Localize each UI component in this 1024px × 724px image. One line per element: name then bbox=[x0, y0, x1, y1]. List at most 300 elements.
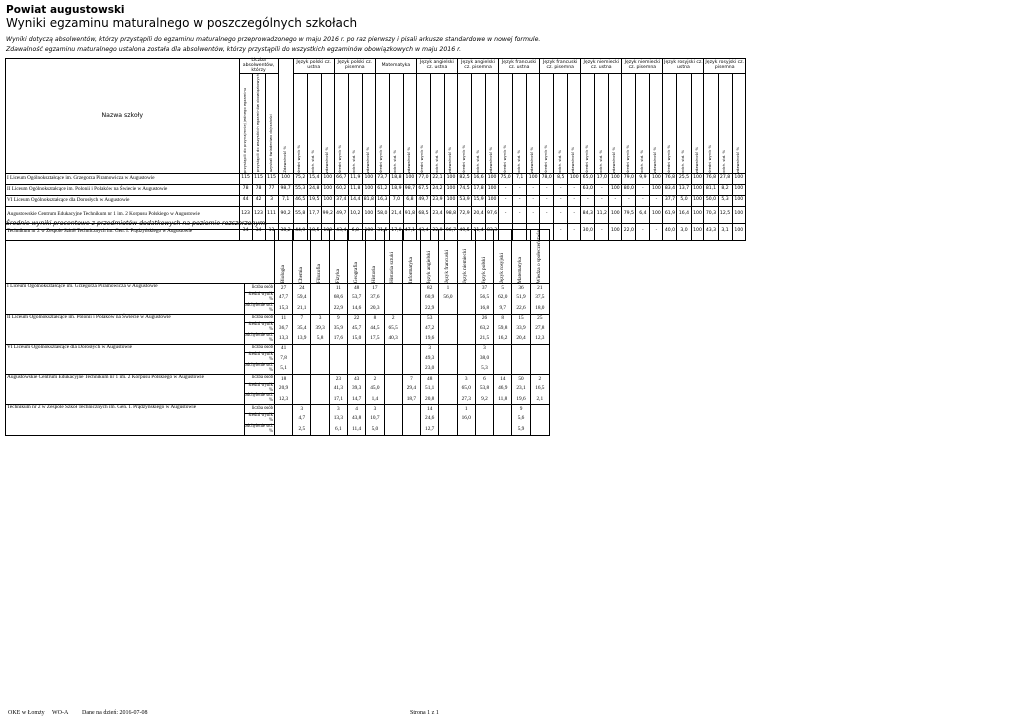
value-cell: 98,8 bbox=[445, 206, 458, 223]
value-cell bbox=[384, 383, 402, 394]
row-label: liczba osób bbox=[244, 284, 274, 293]
value-cell bbox=[311, 344, 329, 353]
row-label: liczba osób bbox=[244, 314, 274, 323]
value-cell: 63,0 bbox=[581, 184, 595, 195]
stat-subheader bbox=[581, 74, 595, 173]
value-cell bbox=[457, 323, 475, 334]
count-subheader bbox=[265, 74, 278, 173]
subject-header-label: Matematyka bbox=[517, 256, 524, 284]
value-cell: 100 bbox=[362, 206, 375, 223]
value-cell: 27,8 bbox=[530, 323, 549, 334]
value-cell: 15 bbox=[512, 314, 530, 323]
value-cell: 49,7 bbox=[334, 206, 348, 223]
value-cell: 36,7 bbox=[274, 323, 292, 334]
footer-page: Strona 1 z 1 bbox=[410, 710, 439, 716]
value-cell: 12,3 bbox=[530, 333, 549, 344]
value-cell: 24,8 bbox=[307, 184, 321, 195]
value-cell: 6,1 bbox=[329, 424, 347, 435]
value-cell bbox=[384, 424, 402, 435]
value-cell: 77,0 bbox=[416, 173, 430, 184]
value-cell: 11 bbox=[274, 314, 292, 323]
value-cell bbox=[311, 394, 329, 405]
value-cell: 3 bbox=[311, 314, 329, 323]
value-cell: 4,7 bbox=[293, 413, 311, 424]
stat-subheader-label: zdawalność % bbox=[735, 146, 740, 173]
value-cell: 51,9 bbox=[512, 292, 530, 303]
value-cell: 15,4 bbox=[307, 173, 321, 184]
value-cell: 11,8 bbox=[494, 394, 512, 405]
subject-header bbox=[512, 230, 530, 284]
value-cell: 98,7 bbox=[403, 184, 416, 195]
value-cell: 68,5 bbox=[416, 206, 430, 223]
value-cell bbox=[457, 364, 475, 375]
value-cell: - bbox=[527, 195, 540, 206]
subject-header-label: Fizyka bbox=[334, 268, 341, 284]
value-cell bbox=[384, 394, 402, 405]
value-cell: 53,7 bbox=[348, 292, 366, 303]
count-subheader-label: przystąpili do wszystkich egzaminów obowiązkowych bbox=[255, 74, 260, 173]
value-cell bbox=[384, 413, 402, 424]
counts-header: Liczba absolwentów, którzy bbox=[239, 59, 278, 74]
value-cell bbox=[494, 424, 512, 435]
subject-header-label: Chemia bbox=[298, 266, 305, 284]
value-cell: 82,5 bbox=[458, 173, 472, 184]
stat-subheader bbox=[568, 74, 581, 173]
value-cell: 35,4 bbox=[293, 323, 311, 334]
value-cell: 100 bbox=[650, 206, 663, 223]
value-cell: 25 bbox=[530, 314, 549, 323]
stat-subheader bbox=[718, 74, 732, 173]
value-cell bbox=[311, 383, 329, 394]
value-cell: 3 bbox=[421, 344, 439, 353]
value-cell bbox=[274, 424, 292, 435]
value-cell: 100 bbox=[732, 206, 745, 223]
value-cell: 38,2 bbox=[278, 223, 293, 240]
value-cell: 3 bbox=[265, 195, 278, 206]
stat-subheader-label: odch. std. % bbox=[722, 149, 727, 173]
value-cell: 17,7 bbox=[307, 206, 321, 223]
value-cell: 79,0 bbox=[622, 173, 636, 184]
results-table bbox=[5, 58, 746, 241]
value-cell: 2 bbox=[530, 375, 549, 384]
stat-subheader-label: odch. std. % bbox=[475, 149, 480, 173]
value-cell: 43 bbox=[348, 375, 366, 384]
stat-subheader-label: odch. std. % bbox=[311, 149, 316, 173]
value-cell: 81,1 bbox=[704, 184, 718, 195]
value-cell: 24 bbox=[293, 284, 311, 293]
value-cell: 63,2 bbox=[475, 323, 493, 334]
stat-subheader bbox=[458, 74, 472, 173]
value-cell: 67,5 bbox=[416, 184, 430, 195]
stat-subheader-label: zdawalność % bbox=[448, 146, 453, 173]
value-cell: 37,5 bbox=[530, 292, 549, 303]
stat-subheader-label: odch. std. % bbox=[681, 149, 686, 173]
stat-subheader-label: średni wynik % bbox=[666, 144, 671, 173]
value-cell bbox=[494, 405, 512, 414]
value-cell: 13,9 bbox=[293, 333, 311, 344]
stat-subheader-label: średni wynik % bbox=[420, 144, 425, 173]
value-cell: 9,2 bbox=[475, 394, 493, 405]
value-cell: 14 bbox=[494, 375, 512, 384]
value-cell: 78 bbox=[252, 184, 265, 195]
value-cell: 22,1 bbox=[430, 173, 444, 184]
value-cell: 100 bbox=[691, 173, 704, 184]
value-cell: 10,7 bbox=[366, 413, 384, 424]
value-cell: 17,5 bbox=[366, 333, 384, 344]
value-cell: 43,3 bbox=[704, 223, 718, 240]
subject-header bbox=[421, 230, 439, 284]
value-cell: 7,1 bbox=[513, 173, 527, 184]
value-cell: 27 bbox=[274, 284, 292, 293]
row-label: liczba osób bbox=[244, 405, 274, 414]
value-cell bbox=[402, 323, 420, 334]
value-cell bbox=[439, 314, 457, 323]
value-cell bbox=[439, 424, 457, 435]
value-cell: - bbox=[595, 184, 609, 195]
value-cell: 13 bbox=[265, 223, 278, 240]
subject-group-header: Język polski cz. ustna bbox=[293, 59, 334, 74]
school-name: VI Liceum Ogólnokształcące dla Dorosłych w Augustowie bbox=[6, 344, 245, 374]
value-cell: 77 bbox=[265, 184, 278, 195]
stat-subheader bbox=[348, 74, 362, 173]
value-cell: 98,7 bbox=[278, 184, 293, 195]
value-cell: 7 bbox=[402, 375, 420, 384]
value-cell: 37,6 bbox=[366, 292, 384, 303]
pass-rate-header bbox=[278, 59, 293, 174]
school-name: I Liceum Ogólnokształcące im. Grzegorza Piramowicza w Augustowie bbox=[6, 284, 245, 314]
value-cell: 49,3 bbox=[421, 353, 439, 364]
value-cell: 17,6 bbox=[329, 333, 347, 344]
value-cell: 25,5 bbox=[677, 173, 691, 184]
stat-subheader bbox=[362, 74, 375, 173]
value-cell: 11 bbox=[329, 284, 347, 293]
value-cell: 17,8 bbox=[472, 184, 486, 195]
page-subtitle: Wyniki egzaminu maturalnego w poszczególnych szkołach bbox=[6, 16, 358, 30]
value-cell: 15,0 bbox=[348, 333, 366, 344]
school-name: I Liceum Ogólnokształcące im. Grzegorza Piramowicza w Augustowie bbox=[6, 173, 240, 184]
value-cell: 84,3 bbox=[581, 206, 595, 223]
table-row bbox=[6, 344, 550, 353]
stat-subheader bbox=[540, 74, 554, 173]
value-cell: 96,7 bbox=[445, 223, 458, 240]
value-cell: - bbox=[499, 223, 513, 240]
stat-subheader-label: średni wynik % bbox=[625, 144, 630, 173]
value-cell bbox=[512, 364, 530, 375]
value-cell: 30,0 bbox=[581, 223, 595, 240]
value-cell: 61,2 bbox=[375, 184, 389, 195]
row-label: odchylenie std. % bbox=[244, 302, 273, 313]
value-cell: - bbox=[622, 195, 636, 206]
value-cell: 75,2 bbox=[293, 173, 307, 184]
value-cell bbox=[457, 303, 475, 314]
value-cell: 55,3 bbox=[293, 184, 307, 195]
value-cell: 81,8 bbox=[362, 195, 375, 206]
value-cell bbox=[384, 405, 402, 414]
school-name: II Liceum Ogólnokształcące im. Polonii i Polaków na Świecie w Augustowie bbox=[6, 184, 240, 195]
value-cell: 72,9 bbox=[458, 206, 472, 223]
value-cell: 9,9 bbox=[636, 173, 650, 184]
value-cell bbox=[402, 284, 420, 293]
subject-header-label: Język rosyjski bbox=[498, 253, 505, 284]
subject-header-blank bbox=[6, 230, 275, 284]
value-cell: 115 bbox=[265, 173, 278, 184]
value-cell: 83,4 bbox=[663, 184, 677, 195]
value-cell bbox=[311, 284, 329, 293]
value-cell: 49,7 bbox=[416, 195, 430, 206]
subject-group-header: Język polski cz. pisemna bbox=[334, 59, 375, 74]
school-name: II Liceum Ogólnokształcące im. Polonii i Polaków na Świecie w Augustowie bbox=[6, 314, 245, 344]
value-cell bbox=[457, 333, 475, 344]
row-label: średni wynik % bbox=[244, 292, 274, 303]
value-cell: 78 bbox=[239, 184, 252, 195]
value-cell: 21,4 bbox=[472, 223, 486, 240]
stat-subheader bbox=[403, 74, 416, 173]
value-cell: 1 bbox=[457, 405, 475, 414]
value-cell: 34 bbox=[239, 223, 252, 240]
stat-subheader bbox=[609, 74, 622, 173]
stat-subheader bbox=[307, 74, 321, 173]
value-cell: 19,5 bbox=[307, 195, 321, 206]
value-cell bbox=[384, 344, 402, 353]
subject-header-label: Język angielski bbox=[425, 250, 432, 284]
row-label: średni wynik % bbox=[244, 413, 274, 424]
value-cell bbox=[512, 344, 530, 353]
value-cell: 14 bbox=[421, 405, 439, 414]
value-cell: 75,0 bbox=[499, 173, 513, 184]
value-cell: 100 bbox=[691, 184, 704, 195]
value-cell: 8 bbox=[366, 314, 384, 323]
value-cell: - bbox=[513, 195, 527, 206]
value-cell bbox=[475, 424, 493, 435]
value-cell: 53,9 bbox=[458, 195, 472, 206]
value-cell bbox=[402, 292, 420, 303]
table-row bbox=[6, 195, 746, 206]
value-cell: - bbox=[568, 195, 581, 206]
stat-subheader-label: średni wynik % bbox=[297, 144, 302, 173]
value-cell: 22,9 bbox=[430, 223, 444, 240]
table-row bbox=[6, 375, 550, 384]
stat-subheader-label: odch. std. % bbox=[434, 149, 439, 173]
note-1: Wyniki dotyczą absolwentów, którzy przystąpili do egzaminu maturalnego przeprowadzonego w maju 2016 r. po raz pierwszy i pisali arkusze standardowe w nowej formule. bbox=[6, 36, 541, 43]
value-cell bbox=[329, 353, 347, 364]
value-cell: 65,5 bbox=[384, 323, 402, 334]
value-cell: 83,3 bbox=[486, 223, 499, 240]
value-cell: 16,4 bbox=[677, 206, 691, 223]
value-cell bbox=[530, 413, 549, 424]
value-cell: 9 bbox=[329, 314, 347, 323]
value-cell: 100 bbox=[486, 173, 499, 184]
value-cell bbox=[439, 323, 457, 334]
subject-group-header: Język francuski cz. ustna bbox=[499, 59, 540, 74]
value-cell: 7,0 bbox=[389, 195, 403, 206]
footer-org: OKE w Łomży bbox=[8, 710, 45, 716]
value-cell: 100 bbox=[445, 184, 458, 195]
value-cell bbox=[348, 353, 366, 364]
value-cell: 65,0 bbox=[581, 173, 595, 184]
value-cell bbox=[293, 353, 311, 364]
value-cell: 6,4 bbox=[636, 206, 650, 223]
value-cell: 23,4 bbox=[430, 206, 444, 223]
stat-subheader bbox=[636, 74, 650, 173]
count-subheader bbox=[252, 74, 265, 173]
value-cell: 10,2 bbox=[348, 206, 362, 223]
value-cell: 16,2 bbox=[494, 333, 512, 344]
stat-subheader bbox=[375, 74, 389, 173]
stat-subheader bbox=[416, 74, 430, 173]
page-title: Powiat augustowski bbox=[6, 4, 125, 16]
value-cell: 18 bbox=[274, 375, 292, 384]
value-cell: 100 bbox=[362, 223, 375, 240]
subject-header bbox=[366, 230, 384, 284]
value-cell bbox=[293, 394, 311, 405]
subject-header bbox=[457, 230, 475, 284]
value-cell: 23,0 bbox=[421, 364, 439, 375]
row-label: odchylenie std. % bbox=[244, 393, 273, 404]
value-cell: 55,8 bbox=[293, 206, 307, 223]
stat-subheader bbox=[677, 74, 691, 173]
value-cell: 53 bbox=[421, 314, 439, 323]
subject-header bbox=[348, 230, 366, 284]
value-cell: 15,9 bbox=[472, 195, 486, 206]
value-cell bbox=[402, 364, 420, 375]
subject-group-header: Język angielski cz. ustna bbox=[416, 59, 457, 74]
value-cell: - bbox=[595, 223, 609, 240]
value-cell: 42 bbox=[252, 195, 265, 206]
value-cell: 9,7 bbox=[494, 303, 512, 314]
stat-subheader bbox=[732, 74, 745, 173]
subject-group-header: Język rosyjski cz. ustna bbox=[663, 59, 704, 74]
stat-subheader bbox=[704, 74, 718, 173]
value-cell: 100 bbox=[403, 173, 416, 184]
value-cell bbox=[439, 413, 457, 424]
value-cell: 6 bbox=[475, 375, 493, 384]
value-cell bbox=[293, 375, 311, 384]
value-cell: 21,1 bbox=[293, 303, 311, 314]
value-cell: 15,3 bbox=[274, 303, 292, 314]
value-cell: 100 bbox=[732, 173, 745, 184]
stat-subheader-label: średni wynik % bbox=[461, 144, 466, 173]
school-name: Augustowskie Centrum Edukacyjne Technikum nr 1 im. 2 Korpusu Polskiego w Augustowie bbox=[6, 375, 245, 405]
value-cell: 123 bbox=[252, 206, 265, 223]
value-cell: 51,1 bbox=[421, 383, 439, 394]
school-name: Technikum nr 2 w Zespole Szkół Technicznych im. Gen. I. Prądzyńskiego w Augustowie bbox=[6, 223, 240, 240]
value-cell: 40,0 bbox=[663, 223, 677, 240]
row-label: średni wynik % bbox=[244, 323, 274, 334]
value-cell: 100 bbox=[609, 184, 622, 195]
value-cell: 13,3 bbox=[274, 333, 292, 344]
value-cell bbox=[274, 405, 292, 414]
subject-header bbox=[402, 230, 420, 284]
value-cell: 5,0 bbox=[366, 424, 384, 435]
stat-subheader-label: średni wynik % bbox=[543, 144, 548, 173]
value-cell: 5,8 bbox=[311, 333, 329, 344]
value-cell: - bbox=[554, 195, 568, 206]
value-cell: 60,2 bbox=[334, 184, 348, 195]
value-cell: 59,4 bbox=[293, 292, 311, 303]
value-cell: 45,7 bbox=[348, 323, 366, 334]
value-cell: 38,0 bbox=[475, 353, 493, 364]
stat-subheader bbox=[430, 74, 444, 173]
value-cell: 16,3 bbox=[375, 195, 389, 206]
value-cell: 1 bbox=[439, 284, 457, 293]
school-name: Technikum nr 2 w Zespole Szkół Technicznych im. Gen. I. Prądzyńskiego w Augustowie bbox=[6, 405, 245, 435]
value-cell: 48 bbox=[348, 284, 366, 293]
value-cell bbox=[311, 292, 329, 303]
value-cell: - bbox=[650, 195, 663, 206]
value-cell: 43,8 bbox=[348, 413, 366, 424]
value-cell: 21 bbox=[530, 284, 549, 293]
value-cell bbox=[384, 303, 402, 314]
value-cell: - bbox=[540, 195, 554, 206]
value-cell: 18,8 bbox=[389, 173, 403, 184]
value-cell: 29,4 bbox=[402, 383, 420, 394]
value-cell: 100 bbox=[609, 173, 622, 184]
stat-subheader-label: odch. std. % bbox=[516, 149, 521, 173]
value-cell: 35,9 bbox=[329, 323, 347, 334]
value-cell bbox=[384, 353, 402, 364]
pass-rate-header-label: Zdawalność % bbox=[282, 145, 287, 173]
value-cell: 79,5 bbox=[622, 206, 636, 223]
stat-subheader-label: zdawalność % bbox=[571, 146, 576, 173]
subject-group-header: Matematyka bbox=[375, 59, 416, 74]
value-cell: 18,5 bbox=[307, 223, 321, 240]
value-cell: 47,2 bbox=[421, 323, 439, 334]
value-cell: 41,3 bbox=[329, 383, 347, 394]
stat-subheader-label: zdawalność % bbox=[612, 146, 617, 173]
value-cell: - bbox=[568, 184, 581, 195]
value-cell: 3 bbox=[293, 405, 311, 414]
row-label: średni wynik % bbox=[244, 383, 274, 394]
stat-subheader bbox=[554, 74, 568, 173]
value-cell bbox=[439, 383, 457, 394]
value-cell: 100 bbox=[321, 184, 334, 195]
value-cell: 17,0 bbox=[595, 173, 609, 184]
subject-header bbox=[311, 230, 329, 284]
value-cell: - bbox=[595, 195, 609, 206]
value-cell: 17 bbox=[366, 284, 384, 293]
value-cell: 40,3 bbox=[384, 333, 402, 344]
subject-header-label: Filozofia bbox=[316, 264, 323, 284]
stat-subheader bbox=[389, 74, 403, 173]
value-cell: 22,0 bbox=[622, 223, 636, 240]
value-cell: 20,3 bbox=[366, 303, 384, 314]
value-cell: 31,5 bbox=[375, 223, 389, 240]
value-cell bbox=[475, 413, 493, 424]
value-cell bbox=[402, 424, 420, 435]
value-cell: 12,3 bbox=[274, 394, 292, 405]
value-cell bbox=[274, 413, 292, 424]
value-cell bbox=[366, 344, 384, 353]
value-cell: - bbox=[527, 184, 540, 195]
value-cell bbox=[293, 383, 311, 394]
value-cell: 41 bbox=[274, 344, 292, 353]
value-cell: 4 bbox=[348, 405, 366, 414]
value-cell: - bbox=[636, 184, 650, 195]
subject-group-header: Język niemiecki cz. ustna bbox=[581, 59, 622, 74]
value-cell: - bbox=[581, 195, 595, 206]
stat-subheader-label: zdawalność % bbox=[406, 146, 411, 173]
value-cell: 24,2 bbox=[430, 184, 444, 195]
value-cell: - bbox=[513, 223, 527, 240]
stat-subheader-label: średni wynik % bbox=[584, 144, 589, 173]
value-cell: 8 bbox=[494, 314, 512, 323]
value-cell: 80,0 bbox=[622, 184, 636, 195]
count-subheader-label: przystąpili do przynajmniej jednego egzaminu bbox=[242, 87, 247, 173]
value-cell: 22,9 bbox=[421, 303, 439, 314]
value-cell bbox=[512, 353, 530, 364]
value-cell: 8,2 bbox=[718, 184, 732, 195]
stat-subheader-label: zdawalność % bbox=[489, 146, 494, 173]
